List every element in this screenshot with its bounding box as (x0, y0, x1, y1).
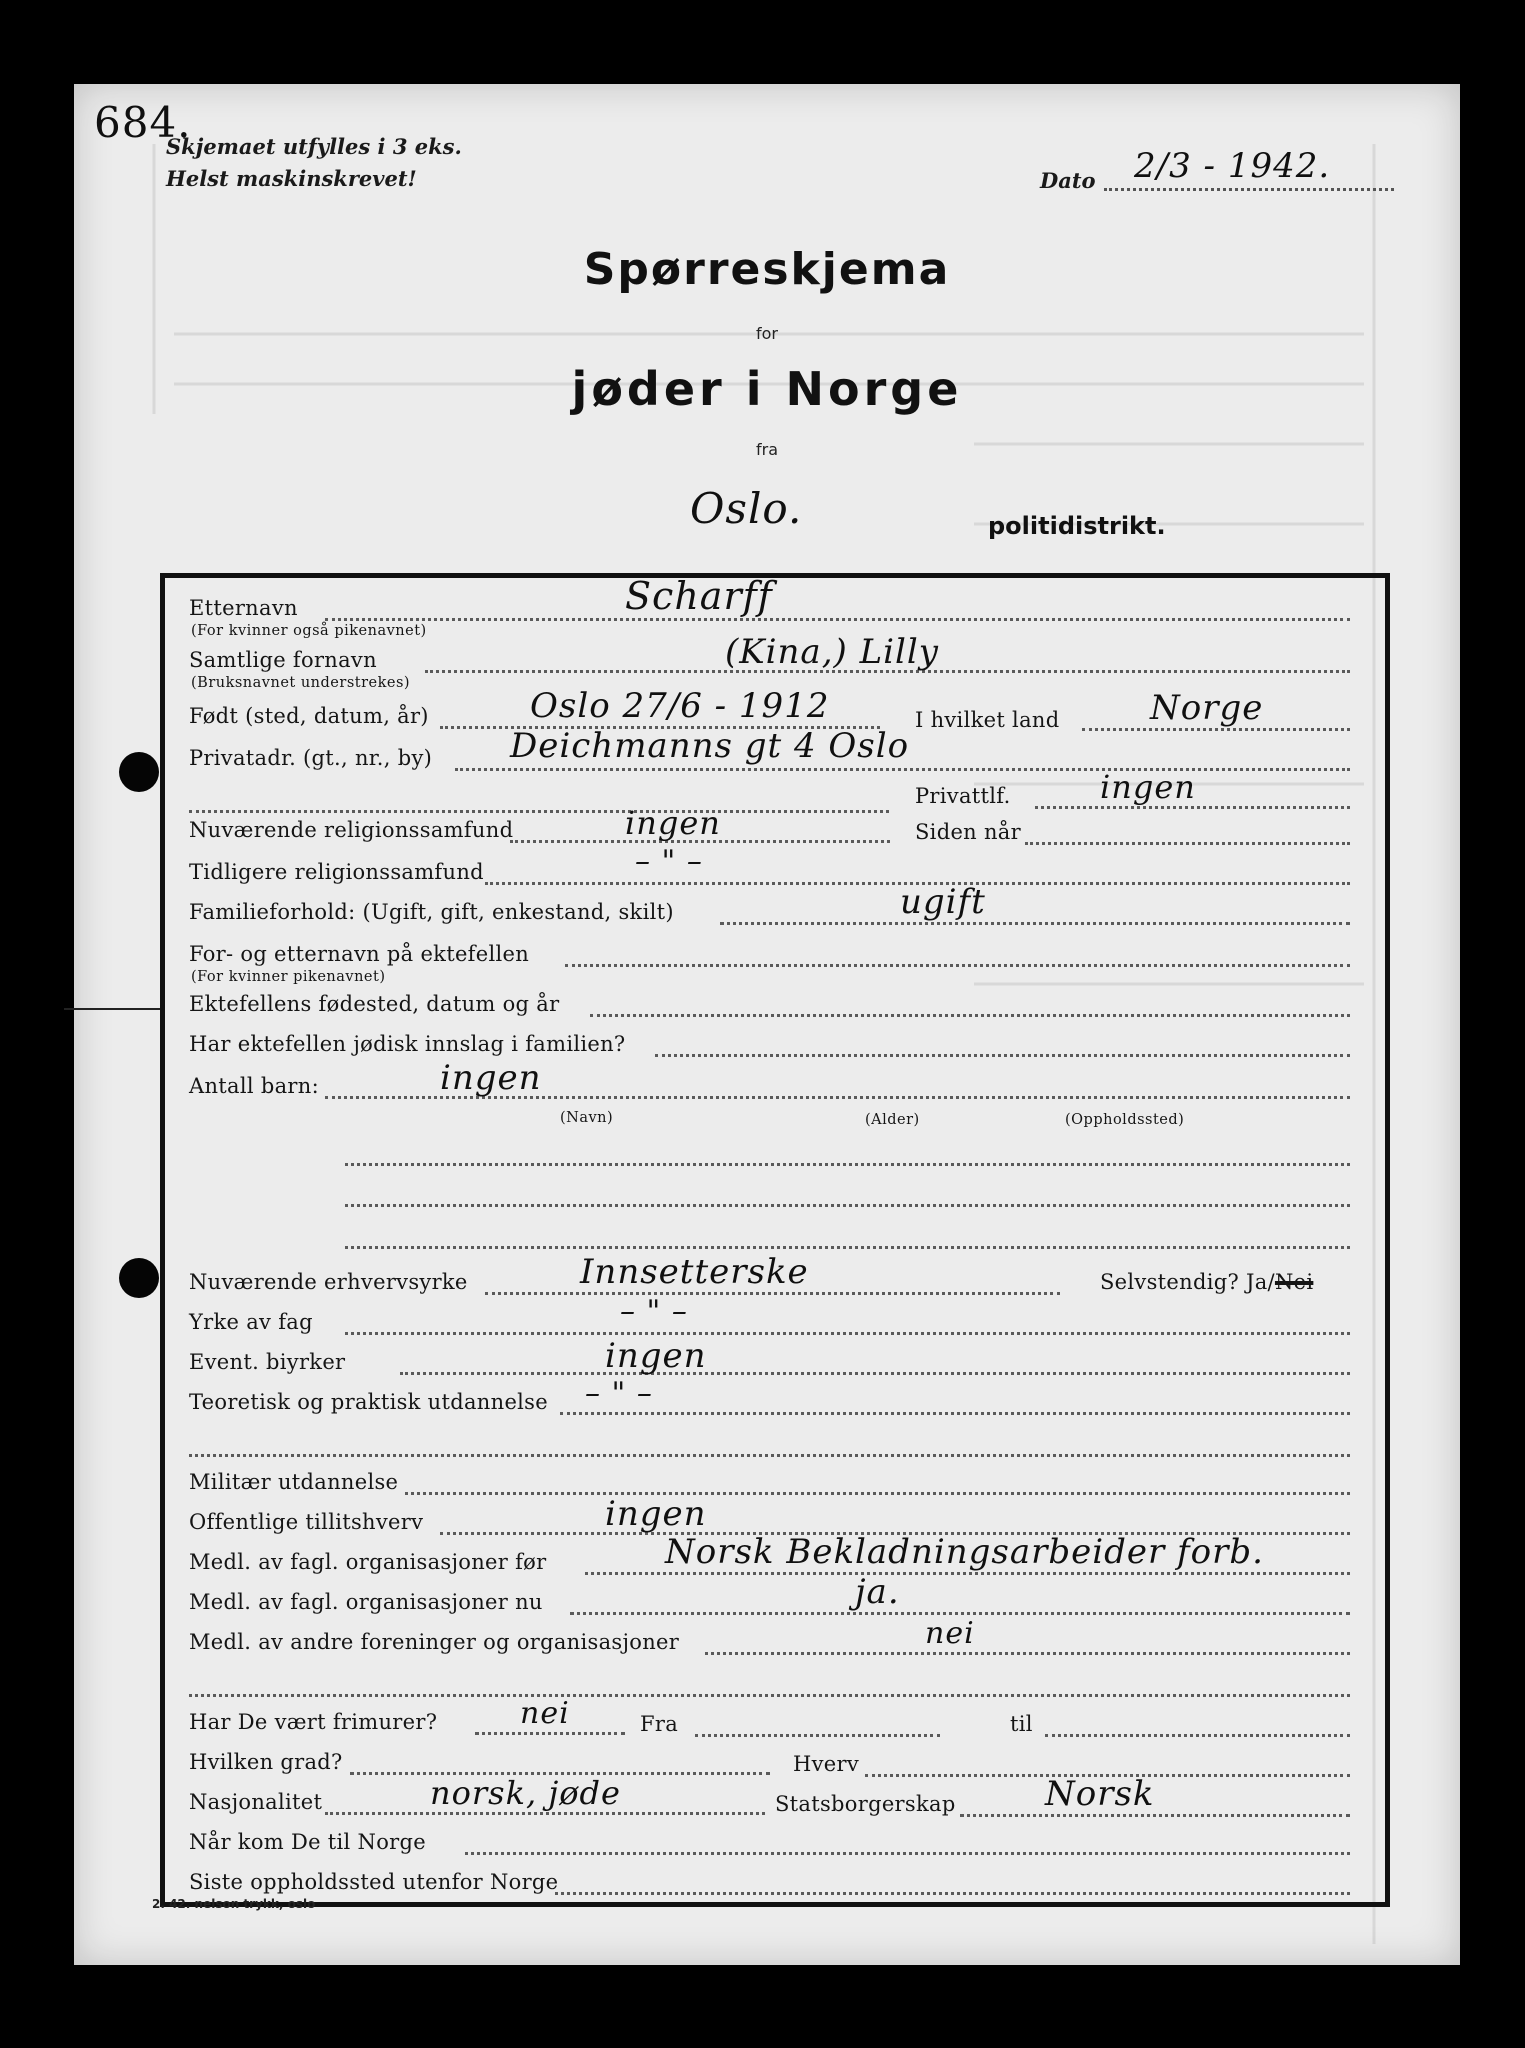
utdannelse-dots-line2 (189, 1454, 1350, 1457)
jodisk-innslag-dots (655, 1054, 1350, 1057)
tillitshverv-label: Offentlige tillitshverv (189, 1510, 424, 1534)
militaer-label: Militær utdannelse (189, 1470, 399, 1494)
erhverv-dots (485, 1292, 1060, 1295)
selvstendig-ja: Ja/ (1246, 1270, 1275, 1294)
frimurer-value: nei (520, 1696, 570, 1731)
fornavn-note: (Bruksnavnet understrekes) (191, 675, 411, 691)
date-dots (1104, 188, 1394, 191)
biyrker-value: ingen (605, 1336, 707, 1376)
religion-naa-label: Nuværende religionssamfund (189, 818, 514, 842)
erhverv-value: Innsetterske (580, 1252, 809, 1292)
frimurer-til-label: til (1010, 1712, 1033, 1736)
privattlf-dots (1035, 806, 1350, 809)
org-for-dots (585, 1572, 1350, 1575)
yrke-fag-label: Yrke av fag (189, 1310, 313, 1334)
siste-opphold-label: Siste oppholdssted utenfor Norge (189, 1870, 559, 1894)
familie-label: Familieforhold: (Ugift, gift, enkestand, skilt) (189, 900, 674, 924)
nasjonalitet-value: norsk, jøde (430, 1774, 621, 1812)
utdannelse-value: – " – (585, 1376, 653, 1411)
religion-naa-value: ingen (625, 804, 721, 842)
date-label: Dato (1040, 168, 1096, 193)
org-nu-dots (570, 1612, 1350, 1615)
yrke-fag-dots (345, 1332, 1350, 1335)
siden-naar-label: Siden når (915, 820, 1021, 844)
punch-hole-top (119, 752, 159, 792)
kom-norge-label: Når kom De til Norge (189, 1830, 426, 1854)
fodt-value: Oslo 27/6 - 1912 (530, 686, 830, 726)
punch-hole-bottom (119, 1258, 159, 1298)
andre-org-dots-line2 (189, 1694, 1350, 1697)
privattlf-label: Privattlf. (915, 784, 1011, 808)
org-for-label: Medl. av fagl. organisasjoner før (189, 1550, 547, 1574)
fornavn-value: (Kina,) Lilly (725, 632, 939, 672)
fold-mark (64, 1008, 164, 1010)
biyrker-label: Event. biyrker (189, 1350, 346, 1374)
etternavn-note: (For kvinner også pikenavnet) (191, 623, 427, 639)
frimurer-fra-label: Fra (640, 1712, 679, 1736)
selvstendig-nei: Nei (1274, 1270, 1314, 1294)
biyrker-dots (400, 1372, 1350, 1375)
org-for-value: Norsk Bekladningsarbeider forb. (665, 1532, 1264, 1572)
fornavn-label: Samtlige fornavn (189, 648, 377, 672)
page-number: 684. (94, 98, 192, 147)
hverv-label: Hverv (793, 1752, 860, 1776)
ektefelle-navn-note: (For kvinner pikenavnet) (191, 969, 386, 985)
col-navn-label: (Navn) (560, 1110, 614, 1126)
privattlf-value: ingen (1100, 768, 1196, 806)
org-nu-value: ja. (855, 1572, 900, 1612)
org-nu-label: Medl. av fagl. organisasjoner nu (189, 1590, 543, 1614)
erhverv-label: Nuværende erhvervsyrke (189, 1270, 468, 1294)
barn-label: Antall barn: (189, 1074, 319, 1098)
barn-dots-line4 (345, 1246, 1350, 1249)
yrke-fag-value: – " – (620, 1294, 688, 1329)
familie-value: ugift (900, 882, 986, 922)
selvstendig-question: Selvstendig? (1100, 1270, 1240, 1294)
grad-label: Hvilken grad? (189, 1750, 343, 1774)
questionnaire-box (160, 573, 1390, 1907)
barn-dots-line3 (345, 1204, 1350, 1207)
land-value: Norge (1150, 688, 1264, 728)
ektefelle-fodt-dots (590, 1014, 1350, 1017)
militaer-dots (405, 1492, 1350, 1495)
form-sheet (74, 84, 1460, 1965)
district-label: politidistrikt. (988, 512, 1166, 540)
col-opphold-label: (Oppholdssted) (1065, 1112, 1185, 1128)
selvstendig-label (1100, 1270, 1313, 1294)
kom-norge-dots (465, 1852, 1350, 1855)
andre-org-value: nei (925, 1616, 975, 1651)
statsborgerskap-label: Statsborgerskap (775, 1792, 956, 1816)
tillitshverv-value: ingen (605, 1494, 707, 1534)
printer-imprint: 2. 42. nelson trykk, oslo (152, 1897, 316, 1911)
jodisk-innslag-label: Har ektefellen jødisk innslag i familien? (189, 1032, 626, 1056)
etternavn-label: Etternavn (189, 596, 298, 620)
land-label: I hvilket land (915, 708, 1060, 732)
etternavn-dots (325, 618, 1350, 621)
utdannelse-dots (560, 1412, 1350, 1415)
frimurer-label: Har De vært frimurer? (189, 1710, 438, 1734)
land-dots (1082, 728, 1350, 731)
religion-tidl-label: Tidligere religionssamfund (189, 860, 484, 884)
frimurer-fra-dots (695, 1734, 940, 1737)
familie-dots (720, 922, 1350, 925)
instruction-typewritten: Helst maskinskrevet! (166, 166, 417, 191)
ektefelle-fodt-label: Ektefellens fødested, datum og år (189, 992, 560, 1016)
instruction-copies: Skjemaet utfylles i 3 eks. (166, 134, 462, 159)
ektefelle-navn-dots (565, 964, 1350, 967)
statsborgerskap-dots (960, 1814, 1350, 1817)
nasjonalitet-dots (325, 1812, 765, 1815)
fra-text: fra (755, 440, 778, 459)
andre-org-label: Medl. av andre foreninger og organisasjoner (189, 1630, 680, 1654)
andre-org-dots (705, 1652, 1350, 1655)
form-subtitle: jøder i Norge (571, 362, 963, 416)
privatadr-label: Privatadr. (gt., nr., by) (189, 746, 433, 770)
privatadr-dots-line2 (189, 810, 889, 813)
siden-naar-dots (1025, 842, 1350, 845)
etternavn-value: Scharff (625, 574, 773, 618)
col-alder-label: (Alder) (865, 1112, 920, 1128)
privatadr-value: Deichmanns gt 4 Oslo (510, 726, 910, 766)
form-title: Spørreskjema (583, 244, 951, 295)
utdannelse-label: Teoretisk og praktisk utdannelse (189, 1390, 548, 1414)
barn-value: ingen (440, 1058, 542, 1098)
for-text: for (756, 324, 778, 343)
barn-dots-line2 (345, 1163, 1350, 1166)
statsborgerskap-value: Norsk (1045, 1774, 1155, 1814)
district-value: Oslo. (690, 484, 803, 533)
frimurer-dots (475, 1732, 625, 1735)
fodt-label: Født (sted, datum, år) (189, 704, 429, 728)
privatadr-dots (455, 768, 1350, 771)
ektefelle-navn-label: For- og etternavn på ektefellen (189, 942, 530, 966)
date-value: 2/3 - 1942. (1134, 146, 1331, 186)
religion-tidl-value: – " – (635, 844, 703, 879)
siste-opphold-dots (555, 1892, 1350, 1895)
nasjonalitet-label: Nasjonalitet (189, 1790, 323, 1814)
frimurer-til-dots (1045, 1734, 1350, 1737)
